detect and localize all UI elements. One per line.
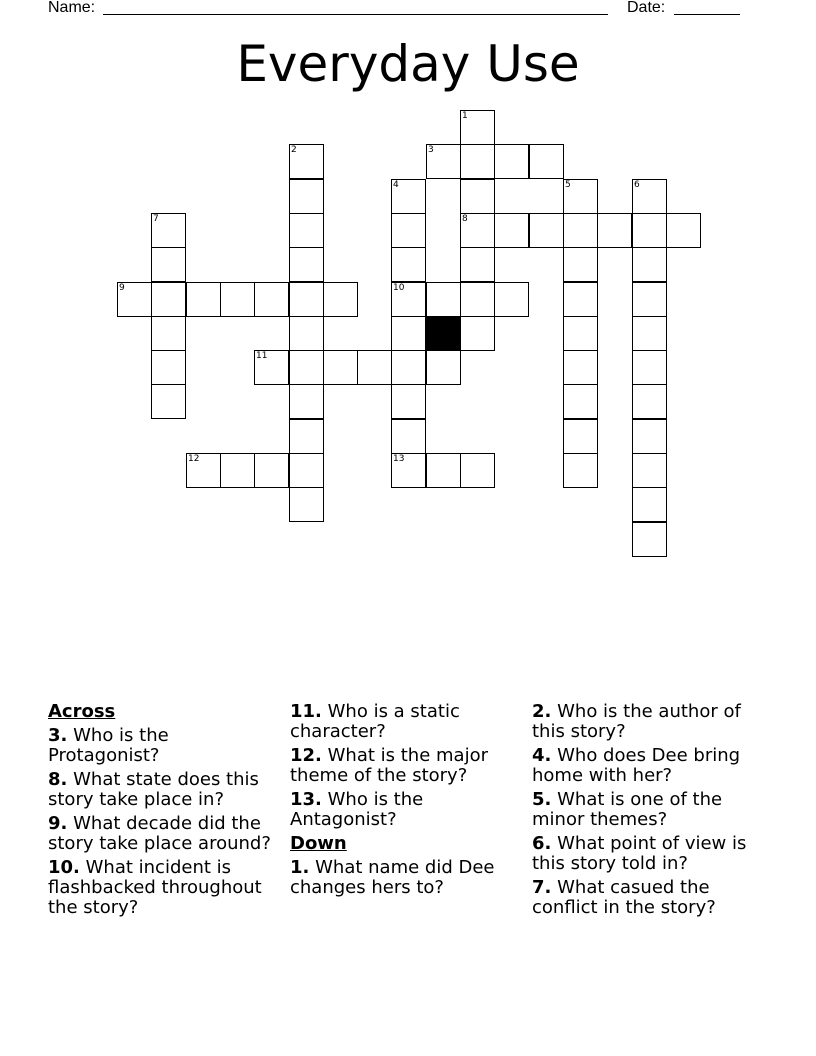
grid-cell[interactable] [426,453,461,488]
clue-down-6: 6. What point of view is this story told in? [532,833,747,874]
grid-cell[interactable] [426,350,461,385]
clue-down-2: 2. Who is the author of this story? [532,701,741,742]
cell-number: 9 [119,283,125,293]
date-label: Date: [627,0,666,16]
clue-across-3: 3. Who is the Protagonist? [48,725,169,766]
grid-cell[interactable] [391,247,426,282]
grid-cell[interactable] [563,453,598,488]
grid-cell[interactable] [391,419,426,454]
page-title: Everyday Use [236,35,580,93]
grid-cell[interactable] [289,487,324,522]
across-heading: Across [48,701,116,722]
cell-number: 5 [565,180,571,190]
clue-down-1: 1. What name did Dee changes hers to? [290,857,495,898]
cell-number: 8 [462,214,468,224]
grid-cell[interactable] [391,213,426,248]
clues-column-1 [48,702,284,922]
grid-cell[interactable] [289,419,324,454]
grid-cell[interactable] [426,144,461,179]
grid-cell[interactable] [254,350,289,385]
grid-cell[interactable] [186,282,221,317]
grid-cell[interactable] [289,282,324,317]
cell-number: 7 [153,214,159,224]
clue-across-13: 13. Who is the Antagonist? [290,789,424,830]
grid-cell[interactable] [597,213,632,248]
grid-cell[interactable] [494,282,529,317]
grid-cell[interactable] [391,179,426,214]
cell-number: 13 [393,454,405,464]
grid-cell[interactable] [151,282,186,317]
black-cell [426,316,461,351]
grid-cell[interactable] [563,179,598,214]
grid-cell[interactable] [254,282,289,317]
grid-cell[interactable] [460,316,495,351]
grid-cell[interactable] [632,350,667,385]
grid-cell[interactable] [460,247,495,282]
grid-cell[interactable] [220,282,255,317]
grid-cell[interactable] [289,384,324,419]
grid-cell[interactable] [632,522,667,557]
grid-cell[interactable] [357,350,392,385]
clue-across-11: 11. Who is a static character? [290,701,460,742]
grid-cell[interactable] [289,179,324,214]
clues-column-2 [290,702,526,902]
grid-cell[interactable] [632,247,667,282]
clue-across-9: 9. What decade did the story take place around? [48,813,271,854]
grid-cell[interactable] [529,144,564,179]
clue-down-4: 4. Who does Dee bring home with her? [532,745,741,786]
grid-cell[interactable] [151,316,186,351]
grid-cell[interactable] [323,350,358,385]
clue-down-7: 7. What casued the conflict in the story? [532,877,716,918]
grid-cell[interactable] [460,282,495,317]
grid-cell[interactable] [632,316,667,351]
grid-cell[interactable] [563,213,598,248]
grid-cell[interactable] [391,282,426,317]
cell-number: 1 [462,111,468,121]
grid-cell[interactable] [289,350,324,385]
grid-cell[interactable] [220,453,255,488]
grid-cell[interactable] [529,213,564,248]
cell-number: 3 [428,145,434,155]
grid-cell[interactable] [494,213,529,248]
grid-cell[interactable] [460,213,495,248]
grid-cell[interactable] [563,419,598,454]
grid-cell[interactable] [632,453,667,488]
grid-cell[interactable] [151,350,186,385]
name-label: Name: [48,0,96,16]
cell-number: 2 [291,145,297,155]
grid-cell[interactable] [289,213,324,248]
cell-number: 4 [393,180,399,190]
grid-cell[interactable] [494,144,529,179]
grid-cell[interactable] [426,282,461,317]
grid-cell[interactable] [632,419,667,454]
grid-cell[interactable] [254,453,289,488]
grid-cell[interactable] [151,213,186,248]
grid-cell[interactable] [289,453,324,488]
grid-cell[interactable] [391,316,426,351]
grid-cell[interactable] [323,282,358,317]
clue-across-12: 12. What is the major theme of the story? [290,745,488,786]
grid-cell[interactable] [563,282,598,317]
clue-down-5: 5. What is one of the minor themes? [532,789,723,830]
grid-cell[interactable] [460,144,495,179]
grid-cell[interactable] [186,453,221,488]
grid-cell[interactable] [289,316,324,351]
cell-number: 10 [393,283,405,293]
grid-cell[interactable] [632,179,667,214]
cell-number: 6 [634,180,640,190]
grid-cell[interactable] [632,384,667,419]
clue-across-8: 8. What state does this story take place in? [48,769,259,810]
grid-cell[interactable] [151,384,186,419]
grid-cell[interactable] [563,350,598,385]
grid-cell[interactable] [391,350,426,385]
grid-cell[interactable] [563,247,598,282]
clues-column-3 [532,702,768,922]
grid-cell[interactable] [117,282,152,317]
cell-number: 12 [188,454,200,464]
grid-cell[interactable] [632,213,667,248]
grid-cell[interactable] [391,453,426,488]
grid-cell[interactable] [151,247,186,282]
grid-cell[interactable] [632,282,667,317]
grid-cell[interactable] [460,453,495,488]
grid-cell[interactable] [632,487,667,522]
grid-cell[interactable] [391,384,426,419]
grid-cell[interactable] [289,144,324,179]
clue-across-10: 10. What incident is flashbacked throughout the story? [48,857,262,918]
grid-cell[interactable] [666,213,701,248]
grid-cell[interactable] [563,384,598,419]
grid-cell[interactable] [460,179,495,214]
grid-cell[interactable] [460,110,495,145]
grid-cell[interactable] [289,247,324,282]
down-heading: Down [290,833,347,854]
grid-cell[interactable] [563,316,598,351]
cell-number: 11 [256,351,268,361]
